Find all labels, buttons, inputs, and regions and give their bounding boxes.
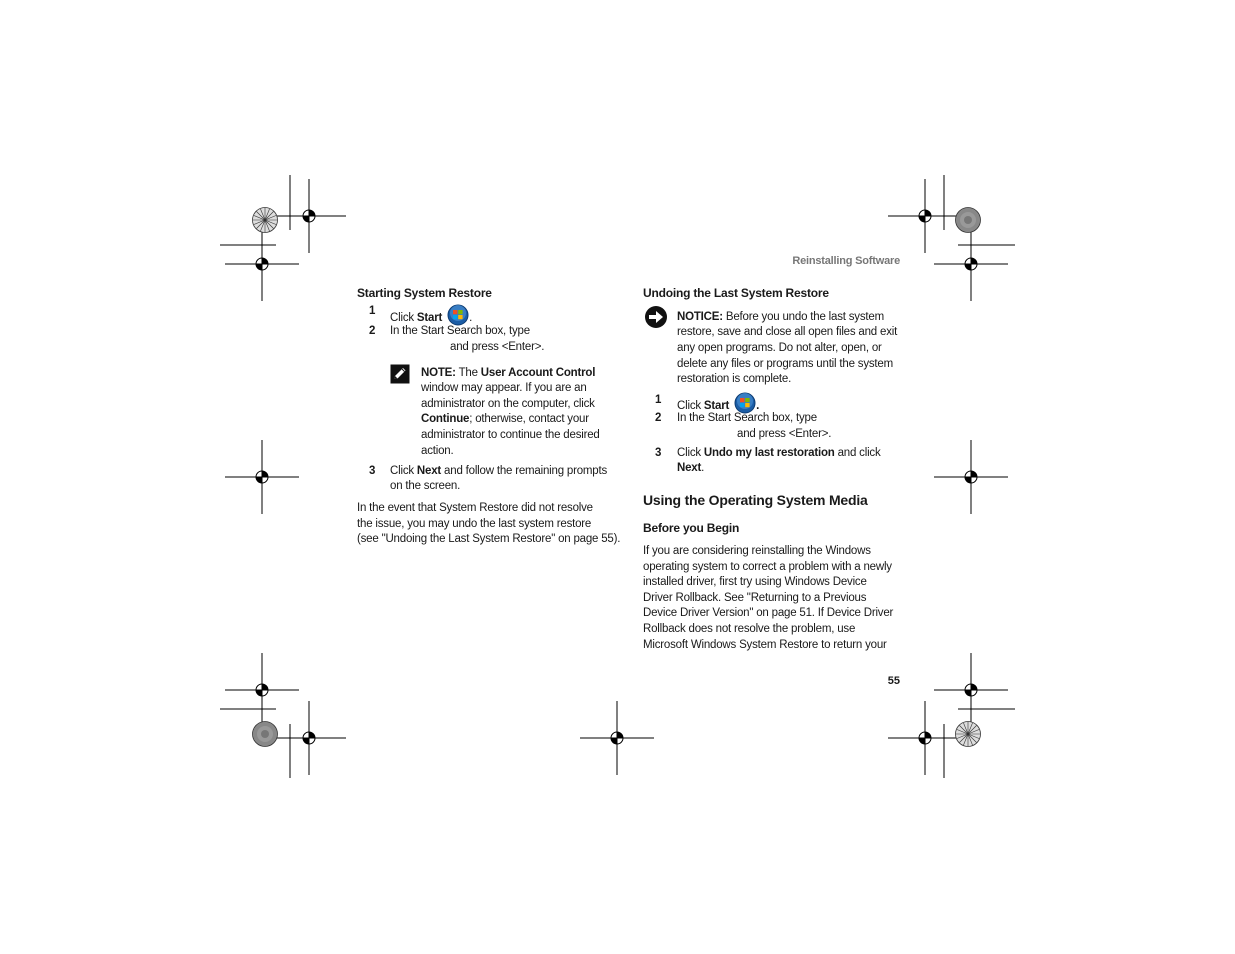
subheading-before-you-begin: Before you Begin xyxy=(643,521,740,535)
step-2-text-cont: and press <Enter>. xyxy=(450,341,545,353)
step-number: 2 xyxy=(369,325,376,337)
page-number: 55 xyxy=(887,675,900,687)
paragraph-line: Microsoft Windows System Restore to return your xyxy=(643,638,887,651)
undo-step-2-text-cont: and press <Enter>. xyxy=(737,428,832,440)
undo-step-2-text: In the Start Search box, type xyxy=(677,412,817,424)
running-header: Reinstalling Software xyxy=(792,255,900,267)
note-line-6: action. xyxy=(421,445,454,457)
undo-step-1-text: Click Start . xyxy=(677,392,759,420)
notice-line-5: restoration is complete. xyxy=(677,373,792,385)
paragraph-line: (see "Undoing the Last System Restore" on page 55). xyxy=(357,533,621,546)
notice-arrow-icon xyxy=(644,305,668,334)
section-heading-os-media: Using the Operating System Media xyxy=(643,492,868,508)
undo-step-3-text-cont: Next. xyxy=(677,462,705,474)
note-line-3: administrator on the computer, click xyxy=(421,398,595,410)
paragraph-line: installed driver, first try using Windows Device xyxy=(643,576,867,589)
step-number: 3 xyxy=(655,447,662,459)
step-1-text: Click Start . xyxy=(390,304,472,332)
paragraph-line: Device Driver Version" on page 51. If Device Driver xyxy=(643,607,894,620)
note-line-5: administrator to continue the desired xyxy=(421,429,600,441)
step-number: 1 xyxy=(655,394,662,406)
start-label: Start xyxy=(416,312,443,324)
start-label: Start xyxy=(703,400,730,412)
paragraph-line: Rollback does not resolve the problem, use xyxy=(643,622,856,635)
note-line-1: NOTE: The User Account Control xyxy=(421,367,596,379)
left-paragraph xyxy=(357,501,620,548)
notice-line-4: delete any files or programs until the system xyxy=(677,358,893,370)
section-heading-starting-restore: Starting System Restore xyxy=(357,286,492,300)
notice-line-1: NOTICE: Before you undo the last system xyxy=(677,311,884,323)
step-number: 3 xyxy=(369,465,376,477)
paragraph-line: Driver Rollback. See "Returning to a Previous xyxy=(643,591,867,604)
step-number: 1 xyxy=(369,305,376,317)
notice-line-3: any open programs. Do not alter, open, or xyxy=(677,342,882,354)
paragraph-line: the issue, you may undo the last system restore xyxy=(357,517,592,530)
undo-step-3-text: Click Undo my last restoration and click xyxy=(677,447,881,459)
paragraph-line: In the event that System Restore did not resolve xyxy=(357,502,593,514)
step-3-text: Click Next and follow the remaining prompts xyxy=(390,465,608,477)
step-2-text: In the Start Search box, type xyxy=(390,325,530,337)
paragraph-line: If you are considering reinstalling the Windows xyxy=(643,545,871,557)
notice-line-2: restore, save and close all open files and exit xyxy=(677,326,898,338)
note-line-4: Continue; otherwise, contact your xyxy=(421,413,589,425)
step-3-text-cont: on the screen. xyxy=(390,480,461,492)
step-number: 2 xyxy=(655,412,662,424)
note-pencil-icon xyxy=(390,364,410,389)
section-heading-undoing-restore: Undoing the Last System Restore xyxy=(643,286,829,300)
note-line-2: window may appear. If you are an xyxy=(421,382,587,394)
right-paragraph xyxy=(643,544,893,653)
paragraph-line: operating system to correct a problem with a newly xyxy=(643,560,892,573)
